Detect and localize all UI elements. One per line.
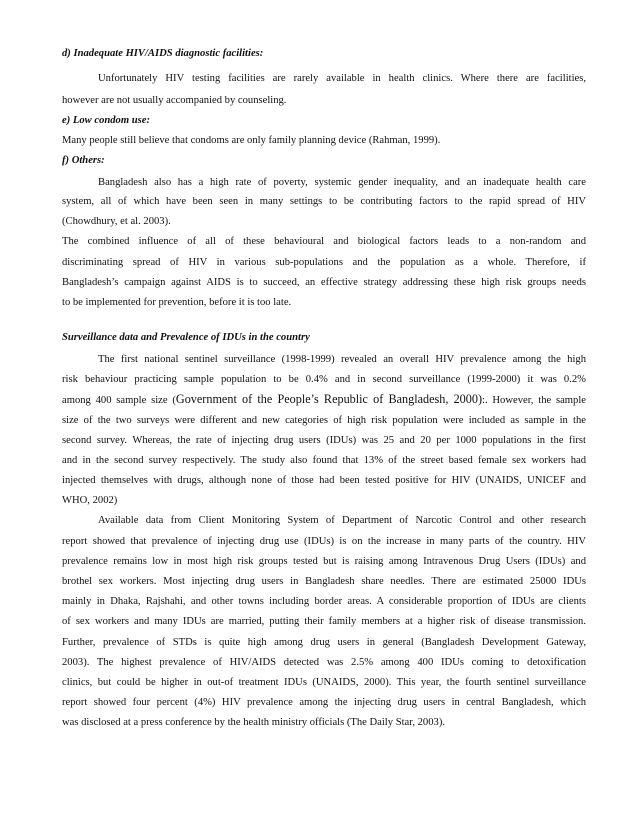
section-heading-others: f) Others: [62, 155, 105, 166]
text-run: among 400 sample size ( [62, 395, 176, 406]
paragraph-line: Many people still believe that condoms are only family planning device (Rahman, 1999). [62, 135, 441, 146]
paragraph-line: system, all of which have been seen in many settings to be contributing factors to the rapid spread of HIV [62, 196, 586, 207]
paragraph-line: risk behaviour practicing sample population to be 0.4% and in second surveillance (1999-2000) it was 0.2% [62, 374, 586, 385]
citation-run: Government of the People’s Republic of Bangladesh, 2000) [175, 392, 483, 406]
paragraph-line: The combined influence of all of these behavioural and biological factors leads to a non-random and [62, 236, 586, 247]
paragraph-line: Bangladesh also has a high rate of poverty, systemic gender inequality, and an inadequate health care [98, 177, 586, 188]
paragraph-line: (Chowdhury, et al. 2003). [62, 216, 171, 227]
paragraph-line: clinics, but could be higher in out-of treatment IDUs (UNAIDS, 2000). This year, the fourth sentinel surveillance [62, 677, 586, 688]
paragraph-line-with-citation [62, 393, 586, 406]
paragraph-line: injected themselves with drugs, although none of those had been tested positive for HIV (UNAIDS, UNICEF and [62, 475, 586, 486]
paragraph-line: was disclosed at a press conference by the health ministry officials (The Daily Star, 2003). [62, 717, 445, 728]
paragraph-line: The first national sentinel surveillance (1998-1999) revealed an overall HIV prevalence among the high [98, 354, 586, 365]
paragraph-line: of sex workers and many IDUs are married, putting their family members at a higher risk of disease transmission. [62, 616, 586, 627]
section-heading-diagnostic: d) Inadequate HIV/AIDS diagnostic facilities: [62, 48, 264, 59]
paragraph-line: to be implemented for prevention, before it is too late. [62, 297, 292, 308]
section-heading-surveillance: Surveillance data and Prevalence of IDUs in the country [62, 332, 310, 343]
paragraph-line: report showed that prevalence of injecting drug use (IDUs) is on the increase in many parts of the country. HIV [62, 536, 586, 547]
paragraph-line: 2003). The highest prevalence of HIV/AIDS detected was 2.5% among 400 IDUs coming to detoxification [62, 657, 586, 668]
paragraph-line: Bangladesh’s campaign against AIDS is to succeed, an effective strategy addressing these high risk groups needs [62, 277, 586, 288]
paragraph-line: mainly in Dhaka, Rajshahi, and other towns including border areas. A considerable proportion of IDUs are clients [62, 596, 586, 607]
section-heading-condom: e) Low condom use: [62, 115, 150, 126]
paragraph-line: prevalence remains low in most high risk groups tested but is raising among Intravenous Drug Users (IDUs) and [62, 556, 586, 567]
paragraph-line: discriminating spread of HIV in various sub-populations and the population as a whole. Therefore, if [62, 257, 586, 268]
paragraph-line: report showed four percent (4%) HIV prevalence among the injecting drug users in central Bangladesh, which [62, 697, 586, 708]
paragraph-line: second survey. Whereas, the rate of injecting drug users (IDUs) was 25 and 20 per 1000 populations in the first [62, 435, 586, 446]
text-run: :. However, the sample [482, 395, 586, 406]
paragraph-line: Available data from Client Monitoring System of Department of Narcotic Control and other research [98, 515, 586, 526]
paragraph-line: Further, prevalence of STDs is quite high among drug users in general (Bangladesh Development Gateway, [62, 637, 586, 648]
paragraph-line: brothel sex workers. Most injecting drug users in Bangladesh share needles. There are estimated 25000 IDUs [62, 576, 586, 587]
paragraph-line: Unfortunately HIV testing facilities are rarely available in health clinics. Where there are facilities, [98, 73, 586, 84]
paragraph-line: WHO, 2002) [62, 495, 118, 506]
paragraph-line: however are not usually accompanied by counseling. [62, 95, 287, 106]
paragraph-line: size of the two surveys were different and new categories of high risk population were included as sample in the [62, 415, 586, 426]
paragraph-line: and in the second survey respectively. The study also found that 13% of the street based female sex workers had [62, 455, 586, 466]
